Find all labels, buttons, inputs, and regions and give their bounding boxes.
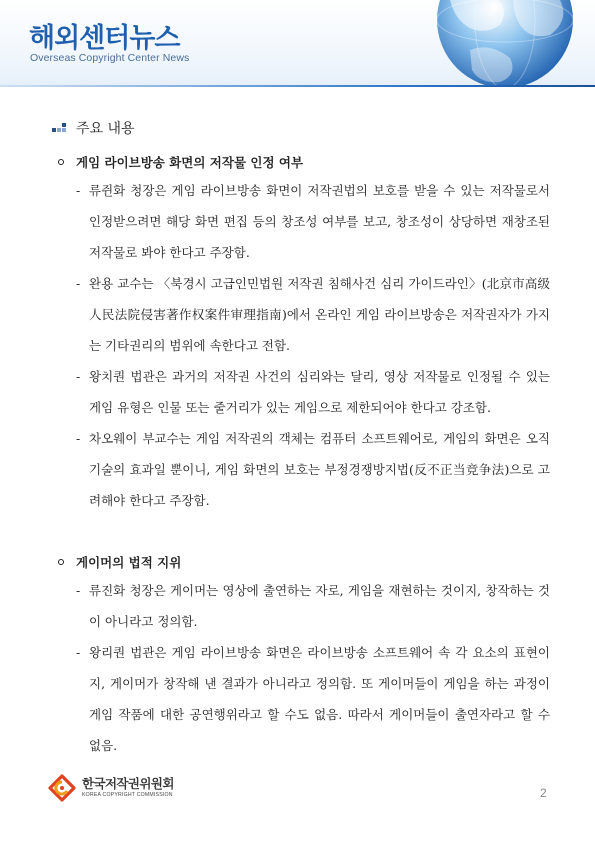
commission-logo-icon [48,774,76,802]
topic-heading-2 [58,553,181,571]
dash-bullet: - [76,583,81,598]
squares-icon [52,122,68,134]
page-number: 2 [540,786,547,800]
list-item [76,361,550,423]
globe-icon [400,0,595,86]
dash-bullet: - [76,276,81,291]
org-name-english: KOREA COPYRIGHT COMMISSION [82,792,173,798]
newsletter-subtitle: Overseas Copyright Center News [30,52,190,64]
list-item [76,637,550,761]
dash-bullet: - [76,431,81,446]
header-divider [0,85,595,87]
list-item [76,575,550,637]
list-item-text: 류쥔화 청장은 게임 라이브방송 화면이 저작권법의 보호를 받을 수 있는 저작물로서 인정받으려면 해당 화면 편집 등의 창조성 여부를 보고, 창조성이 상당하면 재창조된 저작물로 봐야 한다고 주장함. [89,183,550,260]
list-item [76,175,550,268]
list-item-text: 왕리퀀 법관은 게임 라이브방송 화면은 라이브방송 소프트웨어 속 각 요소의 표현이지, 게이머가 창작해 낸 결과가 아니라고 정의함. 또 게이머들이 게임을 하는 과정이 게임 작품에 대한 공연행위라고 할 수도 없음. 따라서 게이머들이 출연자라고 할 수 없음. [89,645,550,753]
list-item-text: 차오웨이 부교수는 게임 저작권의 객체는 컴퓨터 소프트웨어로, 게임의 화면은 오직 기술의 효과일 뿐이니, 게임 화면의 보호는 부정경쟁방지법(反不正当竞争法)으로 고려해야 한다고 주장함. [89,431,550,508]
topic-heading-text: 게이머의 법적 지위 [76,555,182,570]
dash-bullet: - [76,369,81,384]
section-title [52,118,135,138]
circle-bullet-icon [58,159,64,165]
list-item-text: 류진화 청장은 게이머는 영상에 출연하는 자로, 게임을 재현하는 것이지, 창작하는 것이 아니라고 정의함. [89,583,550,629]
newsletter-title: 해외센터뉴스 [29,23,180,54]
topic-heading-1 [58,153,303,171]
topic-heading-text: 게임 라이브방송 화면의 저작물 인정 여부 [76,155,304,170]
circle-bullet-icon [58,559,64,565]
list-item-text: 완용 교수는 〈북경시 고급인민법원 저작권 침해사건 심리 가이드라인〉(北京市高级人民法院侵害著作权案件审理指南)에서 온라인 게임 라이브방송은 저작권자가 가지는 기타권리의 범위에 속한다고 전함. [89,276,550,353]
list-item-text: 왕치퀀 법관은 과거의 저작권 사건의 심리와는 달리, 영상 저작물로 인정될 수 있는 게임 유형은 인물 또는 줄거리가 있는 게임으로 제한되어야 한다고 강조함. [89,369,550,415]
section-title-text: 주요 내용 [76,121,135,137]
list-item [76,423,550,516]
dash-bullet: - [76,183,81,198]
header-banner [0,0,595,86]
footer-logo [48,774,174,802]
org-name-korean: 한국저작권위원회 [82,776,174,791]
list-item [76,268,550,361]
dash-bullet: - [76,645,81,660]
